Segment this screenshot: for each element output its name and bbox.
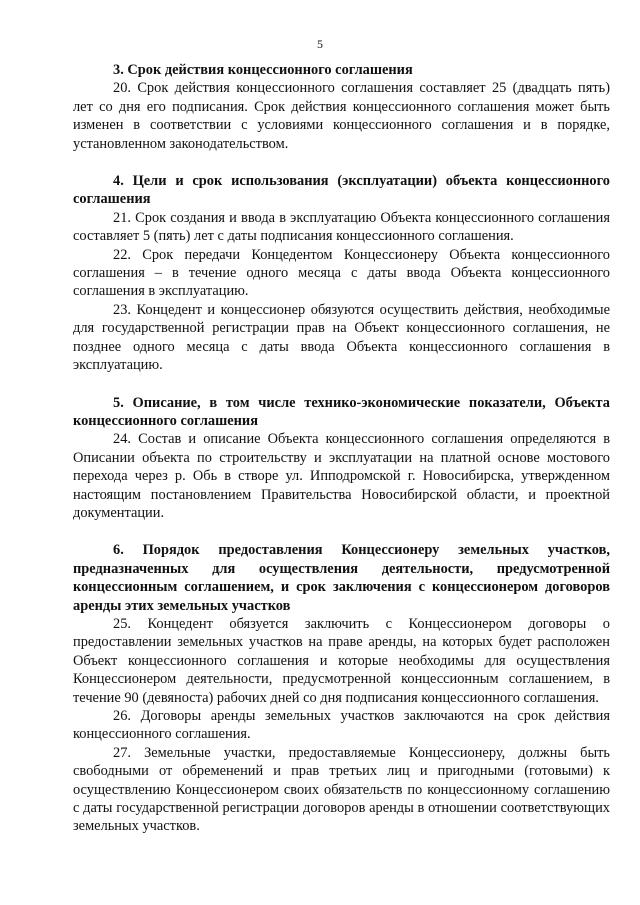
section-term bbox=[73, 61, 610, 153]
clause-23: 23. Концедент и концессионер обязуются осуществить действия, необходимые для государственной регистрации прав на Объект концессионного соглашения, не позднее одного месяца с даты ввода Объекта концессионного соглашения в эксплуатацию. bbox=[73, 301, 610, 374]
section-heading: 5. Описание, в том числе технико-экономические показатели, Объекта концессионного соглашения bbox=[73, 394, 610, 429]
clause-22: 22. Срок передачи Концедентом Концессионеру Объекта концессионного соглашения – в течение одного месяца с даты ввода Объекта концессионного соглашения в эксплуатацию. bbox=[73, 246, 610, 300]
section-goals bbox=[73, 172, 610, 374]
section-heading: 4. Цели и срок использования (эксплуатации) объекта концессионного соглашения bbox=[73, 173, 610, 208]
clause-21: 21. Срок создания и ввода в эксплуатацию Объекта концессионного соглашения составляет 5 (пять) лет с даты подписания концессионного соглашения. bbox=[73, 209, 610, 245]
page-number: 5 bbox=[317, 37, 323, 51]
clause-24: 24. Состав и описание Объекта концессионного соглашения определяются в Описании объекта по строительству и эксплуатации на платной основе мостового перехода через р. Обь в створе ул. Ипподромской г. Новосибирска, утвержденном настоящим постановлением Правительства Новосибирской области, и проектной документации. bbox=[73, 431, 610, 521]
clause-26: 26. Договоры аренды земельных участков заключаются на срок действия концессионного соглашения. bbox=[73, 708, 610, 743]
section-land bbox=[73, 541, 610, 836]
section-heading: 6. Порядок предоставления Концессионеру земельных участков, предназначенных для осуществления деятельности, предусмотренной концессионным соглашением, и срок заключения с концессионером договоров аренды этих земельных участков bbox=[73, 542, 610, 614]
clause-25: 25. Концедент обязуется заключить с Концессионером договоры о предоставлении земельных участков на праве аренды, на которых будет расположен Объект концессионного соглашения и которые необходимы для осуществления Концессионером деятельности, предусмотренной концессионным соглашением, в течение 90 (девяноста) рабочих дней со дня подписания концессионного соглашения. bbox=[73, 615, 610, 706]
clause-20: 20. Срок действия концессионного соглашения составляет 25 (двадцать пять) лет со дня его подписания. Срок действия концессионного соглашения может быть изменен в соответствии с условиями концессионного соглашения и в порядке, установленном законодательством. bbox=[73, 80, 610, 152]
document-body bbox=[73, 61, 610, 836]
clause-27: 27. Земельные участки, предоставляемые Концессионеру, должны быть свободными от обременений и прав третьих лиц и пригодными (готовыми) к осуществлению Концессионером своих обязательств по концессионному соглашению с даты государственной регистрации договоров аренды в отношении соответствующих земельных участков. bbox=[73, 744, 610, 835]
section-description bbox=[73, 394, 610, 523]
section-heading: 3. Срок действия концессионного соглашения bbox=[113, 62, 413, 78]
